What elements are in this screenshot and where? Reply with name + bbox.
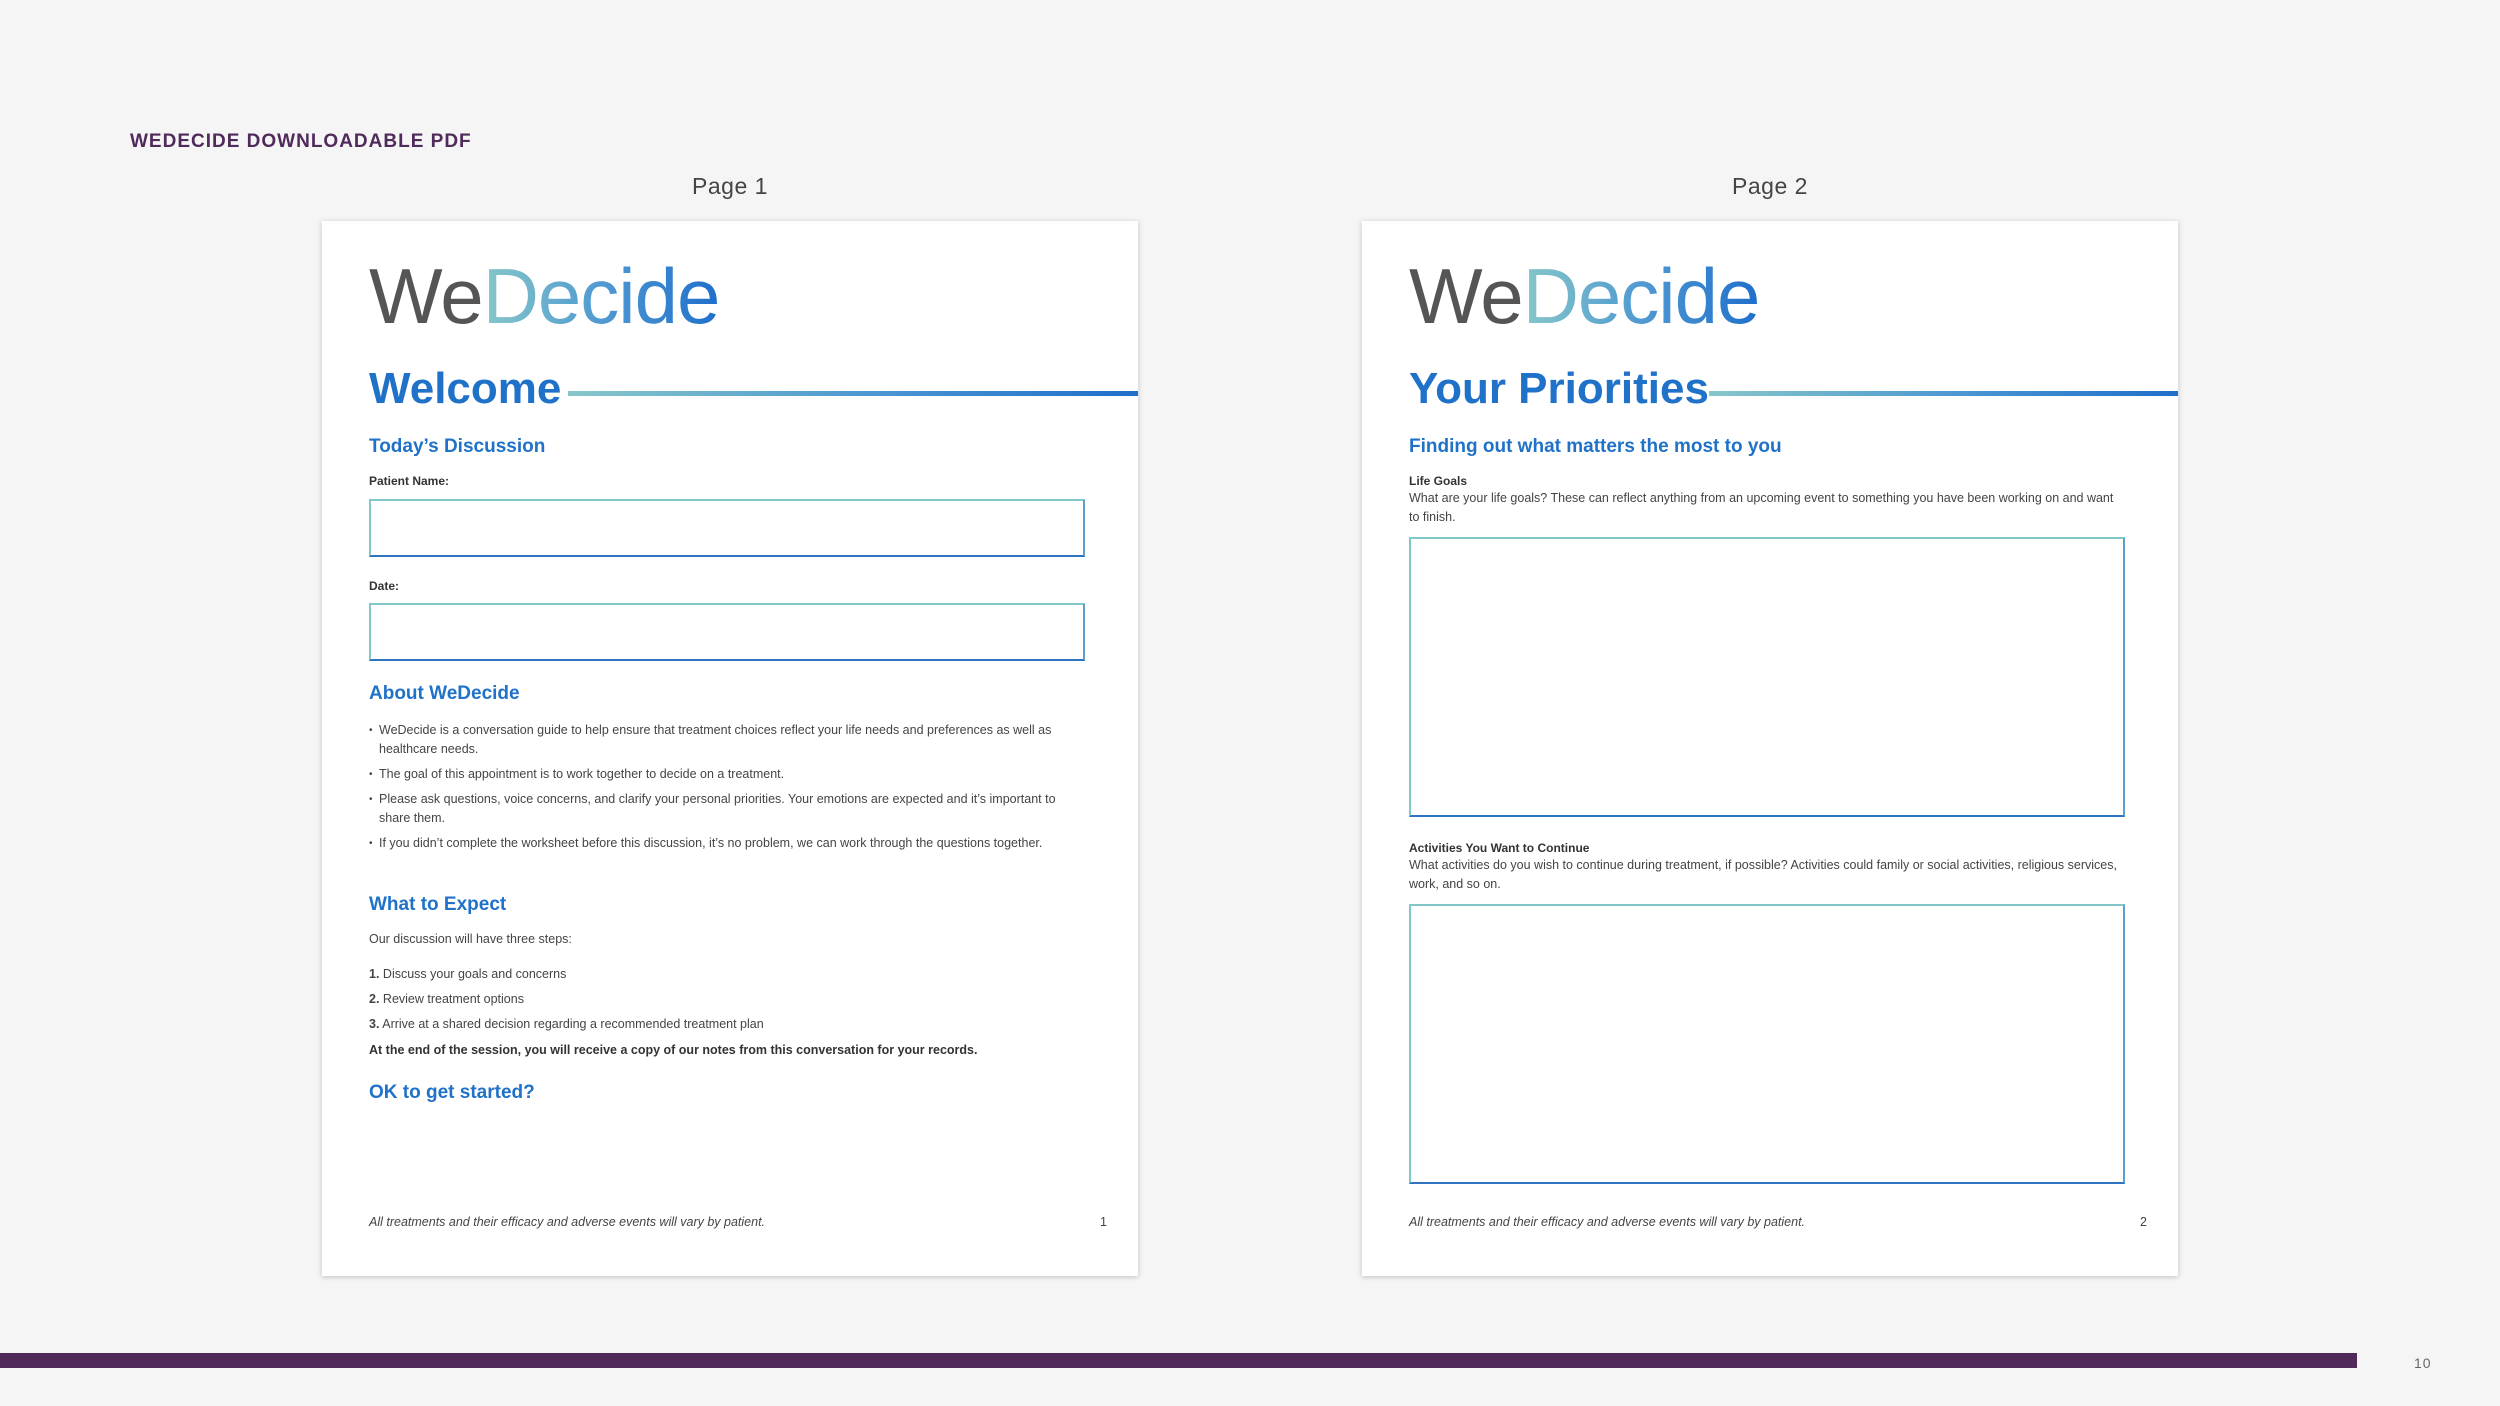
pdf-page-1 <box>322 221 1138 1276</box>
session-note: At the end of the session, you will receive a copy of our notes from this conversation for your records. <box>369 1043 978 1057</box>
deck-header: WEDECIDE DOWNLOADABLE PDF <box>130 131 472 152</box>
priorities-subheading: Finding out what matters the most to you <box>1409 436 1782 457</box>
activities-textarea[interactable] <box>1409 904 2125 1184</box>
list-item: • The goal of this appointment is to work together to decide on a treatment. <box>369 765 1089 784</box>
step-text: Arrive at a shared decision regarding a recommended treatment plan <box>382 1017 764 1031</box>
date-field[interactable] <box>369 603 1085 661</box>
footer-disclaimer: All treatments and their efficacy and adverse events will vary by patient. <box>1409 1215 1806 1229</box>
page-1-caption: Page 1 <box>692 173 768 199</box>
title-rule <box>568 391 1138 396</box>
page-title: Your Priorities <box>1409 364 1709 413</box>
footer-disclaimer: All treatments and their efficacy and adverse events will vary by patient. <box>369 1215 766 1229</box>
about-heading: About WeDecide <box>369 683 520 704</box>
activities-label: Activities You Want to Continue <box>1409 841 1590 855</box>
what-to-expect-heading: What to Expect <box>369 894 507 915</box>
step-text: Discuss your goals and concerns <box>382 967 567 981</box>
patient-name-label: Patient Name: <box>369 474 450 488</box>
slide-number: 10 <box>2414 1355 2432 1371</box>
bottom-accent-bar <box>0 1353 2357 1368</box>
activities-description: What activities do you wish to continue during treatment, if possible? Activities could family or social activities, religious services, work, and so on. <box>1409 858 2117 891</box>
step-text: Review treatment options <box>382 992 524 1006</box>
page-number: 1 <box>1100 1215 1107 1229</box>
patient-name-field[interactable] <box>369 499 1085 557</box>
page-2-caption: Page 2 <box>1732 173 1808 199</box>
logo-decide: Decide <box>1522 252 1760 340</box>
list-item <box>369 987 764 1012</box>
get-started-heading: OK to get started? <box>369 1082 535 1103</box>
life-goals-label: Life Goals <box>1409 474 1468 488</box>
life-goals-textarea[interactable] <box>1409 537 2125 817</box>
steps-list <box>369 962 764 1037</box>
about-bullet-list <box>369 721 1089 859</box>
logo-we: We <box>1409 252 1523 340</box>
list-item: • WeDecide is a conversation guide to help ensure that treatment choices reflect your life needs and preferences as well as healthcare needs. <box>369 721 1089 759</box>
step-number: 1. <box>369 967 380 981</box>
page-number: 2 <box>2140 1215 2147 1229</box>
list-item: • If you didn’t complete the worksheet before this discussion, it’s no problem, we can work through the questions together. <box>369 834 1089 853</box>
expect-intro: Our discussion will have three steps: <box>369 932 572 946</box>
wedecide-logo <box>369 252 720 340</box>
wedecide-logo <box>1409 252 1760 340</box>
title-rule <box>1709 391 2178 396</box>
step-number: 2. <box>369 992 380 1006</box>
list-item <box>369 1012 764 1037</box>
date-label: Date: <box>369 579 400 593</box>
list-item <box>369 962 764 987</box>
todays-discussion-heading: Today’s Discussion <box>369 436 546 457</box>
page-title: Welcome <box>369 364 562 413</box>
pdf-page-2 <box>1362 221 2178 1276</box>
list-item: • Please ask questions, voice concerns, and clarify your personal priorities. Your emotions are expected and it’s important to share them. <box>369 790 1089 828</box>
step-number: 3. <box>369 1017 380 1031</box>
logo-decide: Decide <box>482 252 720 340</box>
logo-we: We <box>369 252 483 340</box>
life-goals-description: What are your life goals? These can reflect anything from an upcoming event to something you have been working on and want to finish. <box>1409 491 2114 524</box>
